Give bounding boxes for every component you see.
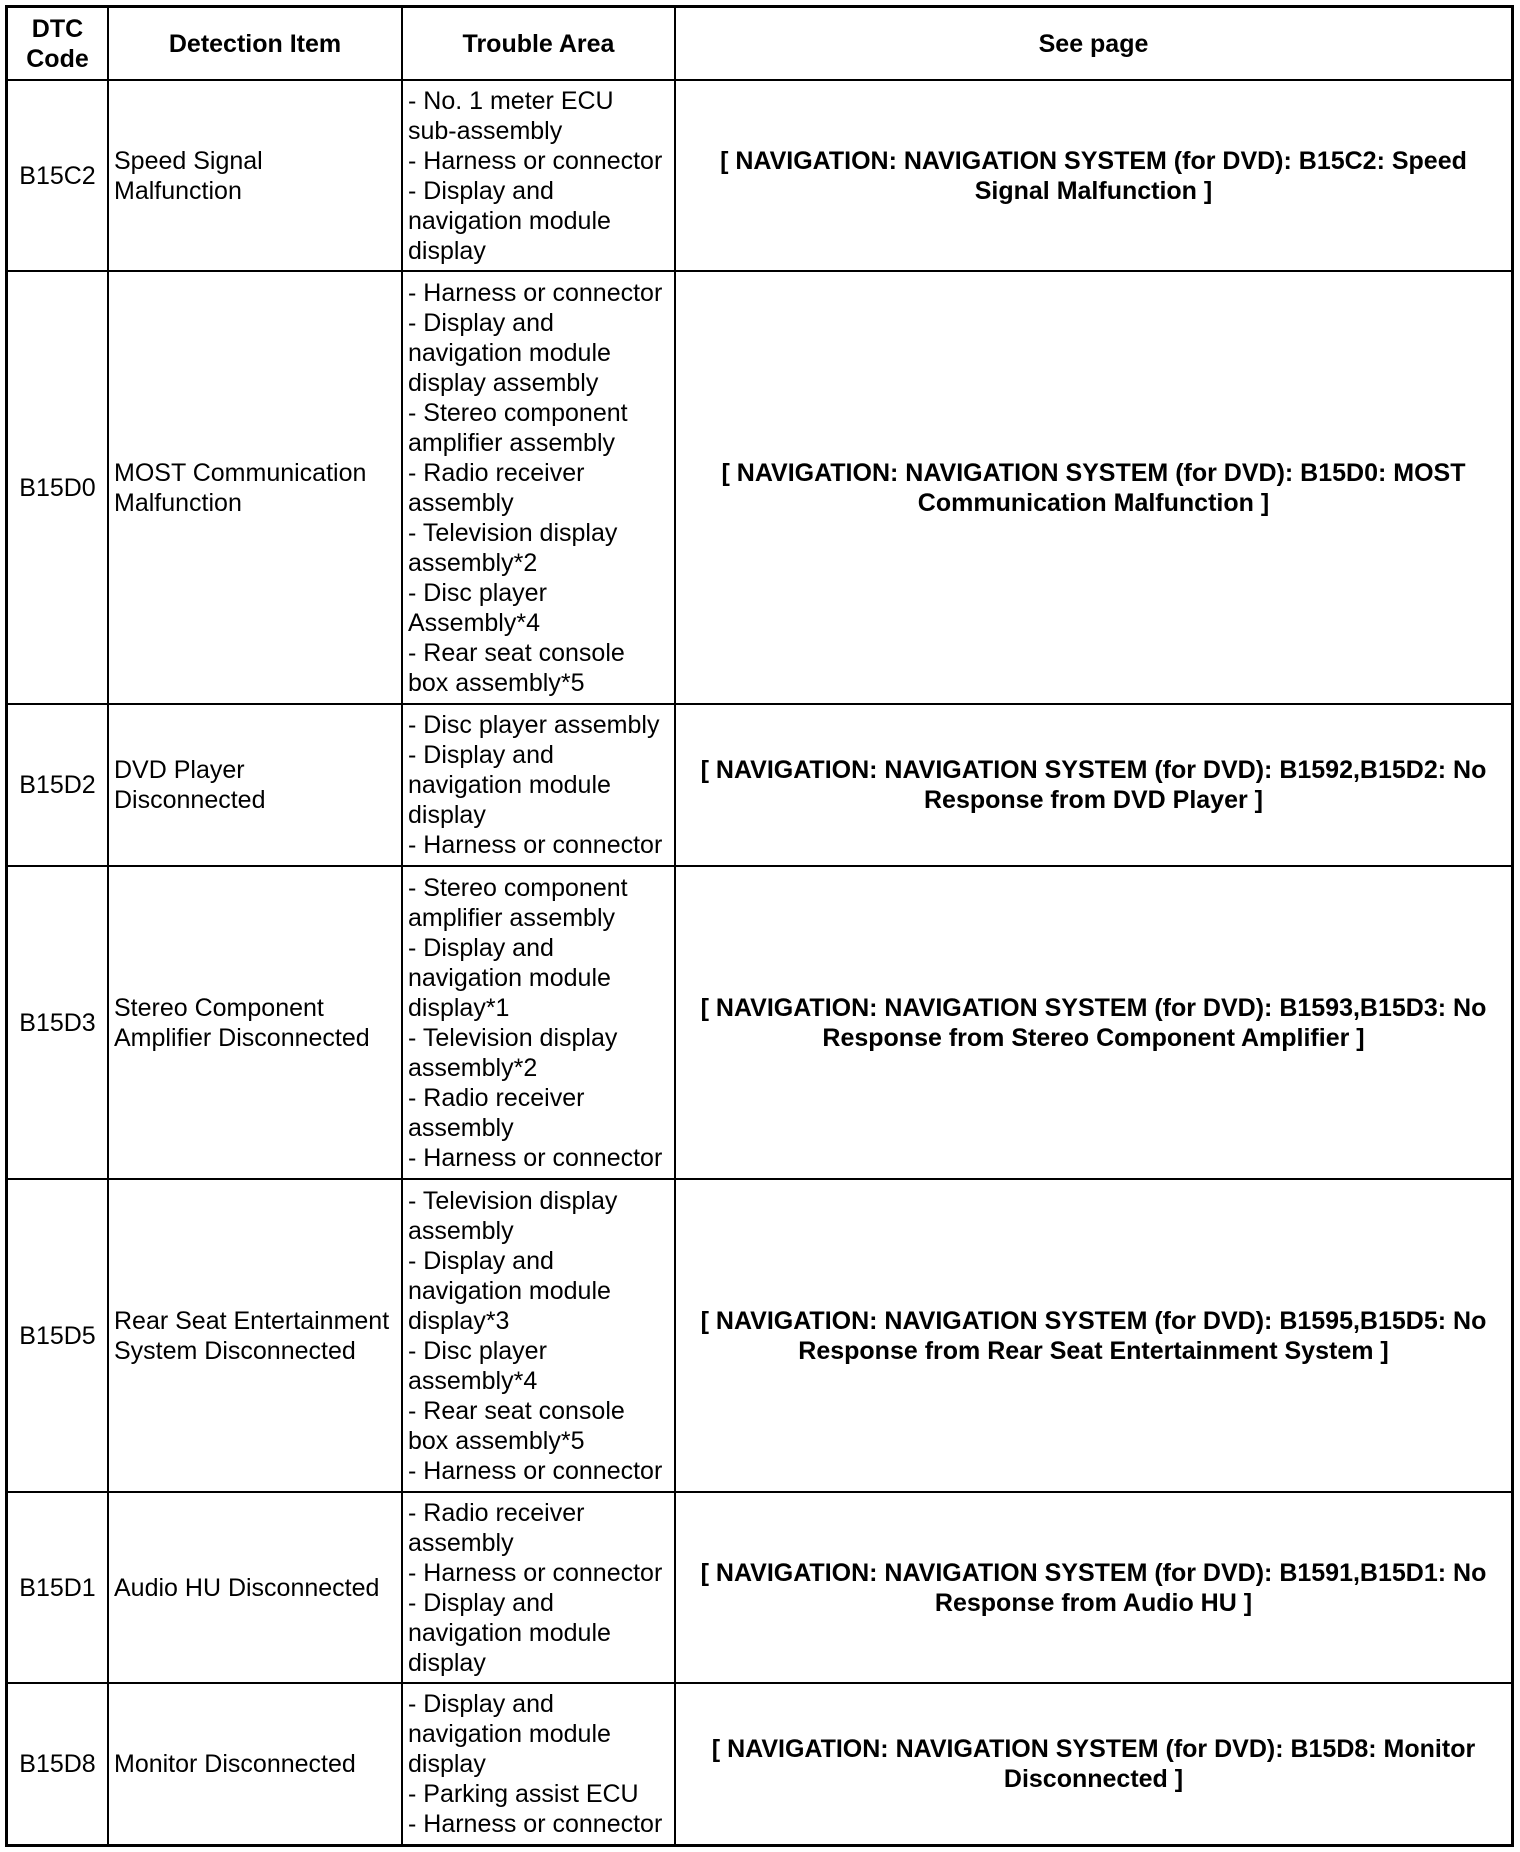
detection-item (109, 705, 403, 867)
dtc-code-text: B15D3 (19, 1008, 96, 1037)
header-detection-item (109, 8, 403, 81)
trouble-area-item: - Harness or connector (408, 1143, 663, 1172)
detection-item (109, 1493, 403, 1684)
dtc-code (8, 705, 109, 867)
header-detection-item-label: Detection Item (168, 29, 342, 58)
trouble-area-item: - Disc player assembly (408, 711, 660, 739)
trouble-area-item: - Harness or connector (408, 1456, 663, 1485)
trouble-area-item: - Television display assembly (408, 1186, 618, 1245)
table-row (8, 1684, 1514, 1847)
see-page-reference (676, 705, 1514, 867)
see-page-reference (676, 272, 1514, 705)
trouble-area-item: - Stereo component amplifier assembly (408, 398, 628, 457)
table-row (8, 1180, 1514, 1493)
header-see-page (676, 8, 1514, 81)
see-page-text: [ NAVIGATION: NAVIGATION SYSTEM (for DVD): B1595,B15D5: No Response from Rear Seat Entertainment System ] (700, 1306, 1487, 1365)
see-page-text: [ NAVIGATION: NAVIGATION SYSTEM (for DVD): B15C2: Speed Signal Malfunction ] (720, 146, 1467, 205)
dtc-code-text: B15D0 (19, 473, 96, 502)
trouble-area-item: - Display and navigation module display*1 (408, 933, 611, 1022)
table-row (8, 867, 1514, 1180)
see-page-reference (676, 81, 1514, 272)
detection-item (109, 867, 403, 1180)
trouble-area (403, 1684, 676, 1847)
dtc-code (8, 1493, 109, 1684)
dtc-code (8, 1684, 109, 1847)
trouble-area-item: - Display and navigation module display (408, 176, 611, 265)
dtc-code-text: B15D1 (19, 1573, 96, 1602)
detection-item-text: MOST Communication Malfunction (114, 458, 367, 517)
dtc-code-text: B15D2 (19, 771, 96, 799)
dtc-code-text: B15D8 (19, 1750, 96, 1778)
trouble-area-item: - Rear seat console box assembly*5 (408, 638, 625, 697)
detection-item-text: Rear Seat Entertainment System Disconnected (114, 1306, 390, 1365)
table-row (8, 81, 1514, 272)
trouble-area (403, 1180, 676, 1493)
header-trouble-area (403, 8, 676, 81)
trouble-area-item: - Harness or connector (408, 278, 663, 307)
dtc-code (8, 867, 109, 1180)
dtc-table (5, 5, 1514, 1847)
trouble-area-item: - Television display assembly*2 (408, 1023, 618, 1082)
detection-item-text: DVD Player Disconnected (114, 756, 266, 814)
see-page-reference (676, 1493, 1514, 1684)
see-page-reference (676, 1180, 1514, 1493)
trouble-area-item: - No. 1 meter ECU sub-assembly (408, 86, 614, 145)
detection-item (109, 272, 403, 705)
table-row (8, 1493, 1514, 1684)
trouble-area (403, 272, 676, 705)
trouble-area-item: - Rear seat console box assembly*5 (408, 1396, 625, 1455)
dtc-code (8, 1180, 109, 1493)
trouble-area-item: - Display and navigation module display (408, 1588, 611, 1677)
see-page-reference (676, 867, 1514, 1180)
trouble-area-item: - Harness or connector (408, 1558, 663, 1587)
dtc-code-text: B15D5 (19, 1321, 96, 1350)
detection-item (109, 81, 403, 272)
see-page-text: [ NAVIGATION: NAVIGATION SYSTEM (for DVD): B1593,B15D3: No Response from Stereo Component Amplifier ] (700, 993, 1487, 1052)
see-page-text: [ NAVIGATION: NAVIGATION SYSTEM (for DVD): B1591,B15D1: No Response from Audio HU ] (700, 1558, 1487, 1617)
see-page-text: [ NAVIGATION: NAVIGATION SYSTEM (for DVD): B15D8: Monitor Disconnected ] (711, 1735, 1476, 1793)
trouble-area-item: - Harness or connector (408, 831, 663, 859)
trouble-area-item: - Display and navigation module display (408, 1690, 611, 1778)
trouble-area-item: - Display and navigation module display assembly (408, 308, 611, 397)
trouble-area-item: - Radio receiver assembly (408, 458, 585, 517)
trouble-area-item: - Radio receiver assembly (408, 1083, 585, 1142)
trouble-area-item: - Harness or connector (408, 146, 663, 175)
detection-item (109, 1180, 403, 1493)
table-row (8, 272, 1514, 705)
trouble-area-item: - Radio receiver assembly (408, 1498, 585, 1557)
detection-item-text: Stereo Component Amplifier Disconnected (114, 993, 370, 1052)
trouble-area (403, 1493, 676, 1684)
trouble-area-item: - Display and navigation module display (408, 741, 611, 829)
detection-item-text: Speed Signal Malfunction (114, 146, 263, 205)
see-page-reference (676, 1684, 1514, 1847)
dtc-code-text: B15C2 (19, 161, 96, 190)
trouble-area-item: - Television display assembly*2 (408, 518, 618, 577)
trouble-area-item: - Disc player assembly*4 (408, 1336, 547, 1395)
table-header-row (8, 8, 1514, 81)
header-see-page-label: See page (1038, 29, 1149, 58)
detection-item (109, 1684, 403, 1847)
header-dtc-code-label: DTC Code (26, 14, 89, 73)
trouble-area (403, 867, 676, 1180)
dtc-code (8, 272, 109, 705)
see-page-text: [ NAVIGATION: NAVIGATION SYSTEM (for DVD): B1592,B15D2: No Response from DVD Player ] (700, 756, 1487, 814)
header-dtc-code (8, 8, 109, 81)
detection-item-text: Monitor Disconnected (114, 1750, 356, 1778)
detection-item-text: Audio HU Disconnected (114, 1573, 380, 1602)
trouble-area (403, 705, 676, 867)
table-row (8, 705, 1514, 867)
trouble-area-item: - Stereo component amplifier assembly (408, 873, 628, 932)
trouble-area-item: - Display and navigation module display*3 (408, 1246, 611, 1335)
see-page-text: [ NAVIGATION: NAVIGATION SYSTEM (for DVD): B15D0: MOST Communication Malfunction ] (721, 458, 1466, 517)
trouble-area-item: - Parking assist ECU (408, 1780, 639, 1808)
header-trouble-area-label: Trouble Area (462, 29, 615, 58)
trouble-area-item: - Harness or connector (408, 1810, 663, 1838)
trouble-area-item: - Disc player Assembly*4 (408, 578, 547, 637)
trouble-area (403, 81, 676, 272)
dtc-code (8, 81, 109, 272)
